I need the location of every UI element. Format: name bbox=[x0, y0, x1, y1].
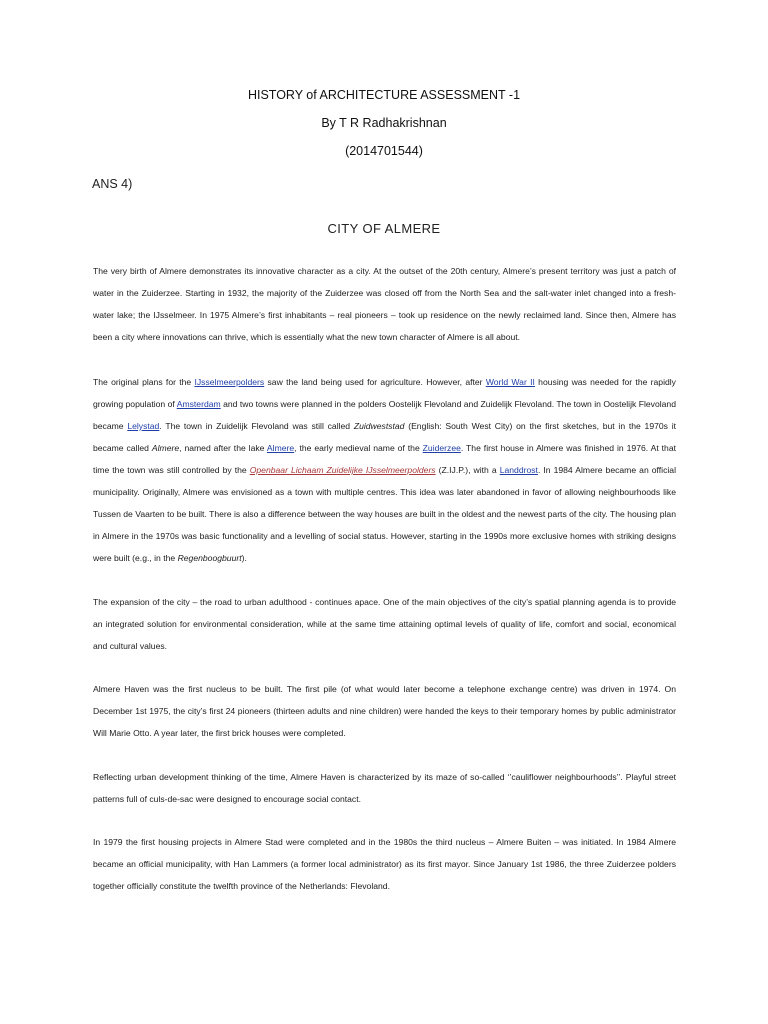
document-title: HISTORY of ARCHITECTURE ASSESSMENT -1 bbox=[247, 88, 521, 102]
paragraph-cauliflower: Reflecting urban development thinking of the time, Almere Haven is characterized by its maze of so-called ‘’cauliflower neighbourhoods’’. Playful street patterns full of culs-de-sac were designed to encourage social contact. bbox=[93, 772, 676, 804]
paragraph-birth-of-almere: The very birth of Almere demonstrates its innovative character as a city. At the outset of the 20th century, Almere’s present territory was just a patch of water in the Zuiderzee. Starting in 1932, the majority of the Zuiderzee was closed off from the North Sea and the salt-water inlet changed into a fresh- water lake; the IJsselmeer. In 1975 Almere’s first inhabitants – real pioneers – took up residence on the newly reclaimed land. Since then, Almere has been a city where innovations can thrive, which is essentially what the new town character of Almere is all about. bbox=[93, 266, 676, 342]
student-id: (2014701544) bbox=[345, 144, 423, 158]
text-run: (English: South West City) on the first sketches, but in the 1970s it became called bbox=[93, 421, 676, 453]
italic-almere: Almere bbox=[151, 443, 180, 453]
text-run: The original plans for the bbox=[93, 377, 195, 387]
text-run: and two towns were planned in the polders Oostelijk Flevoland and Zuidelijk Flevoland. The town in Oostelijk Flevoland became bbox=[93, 399, 676, 431]
link-world-war-ii[interactable]: World War II bbox=[485, 377, 535, 387]
paragraph-original-plans bbox=[93, 371, 676, 569]
paragraph-almere-stad: In 1979 the first housing projects in Almere Stad were completed and in the 1980s the third nucleus – Almere Buiten – was initiated. In 1984 Almere became an official municipality, with Han Lammers (a former local administrator) as its first mayor. Since January 1st 1986, the three Zuiderzee polders together officially constitute the twelfth province of the Netherlands: Flevoland. bbox=[93, 837, 676, 891]
italic-regenboogbuurt: Regenboogbuurt bbox=[177, 553, 242, 563]
author-line: By T R Radhakrishnan bbox=[321, 116, 447, 130]
text-run: ). bbox=[241, 553, 247, 563]
text-run: (Z.IJ.P.), with a bbox=[435, 465, 500, 475]
text-run: . The town in Zuidelijk Flevoland was still called bbox=[159, 421, 354, 431]
paragraph-almere-haven: Almere Haven was the first nucleus to be built. The first pile (of what would later become a telephone exchange centre) was driven in 1974. On December 1st 1975, the city’s first 24 pioneers (thirteen adults and nine children) were handed the keys to their temporary homes by public administrator Will Marie Otto. A year later, the first brick houses were completed. bbox=[93, 684, 676, 738]
link-almere-lake[interactable]: Almere bbox=[266, 443, 295, 453]
link-lelystad[interactable]: Lelystad bbox=[127, 421, 160, 431]
link-landdrost[interactable]: Landdrost bbox=[499, 465, 538, 475]
link-zuiderzee[interactable]: Zuiderzee bbox=[422, 443, 461, 453]
text-run: saw the land being used for agriculture. However, after bbox=[264, 377, 486, 387]
link-ijsselmeerpolders[interactable]: IJsselmeerpolders bbox=[194, 377, 265, 387]
text-run: , named after the lake bbox=[179, 443, 267, 453]
text-run: , the early medieval name of the bbox=[294, 443, 423, 453]
text-run: . In 1984 Almere became an official municipality. Originally, Almere was envisioned as a town with multiple centres. This idea was later abandoned in favor of allowing neighbourhoods like Tussen de Vaarten to be built. There is also a difference between the way houses are built in the oldest and the newest parts of the city. The housing plan in Almere in the 1970s was basic functionality and a levelling of social status. However, starting in the 1990s more exclusive homes with striking designs were built (e.g., in the bbox=[93, 465, 676, 563]
paragraph-expansion: The expansion of the city – the road to urban adulthood - continues apace. One of the main objectives of the city’s spatial planning agenda is to provide an integrated solution for environmental consideration, while at the same time attaining optimal levels of quality of life, comfort and social, economical and cultural values. bbox=[93, 597, 676, 651]
section-title: CITY OF ALMERE bbox=[327, 221, 441, 236]
answer-label: ANS 4) bbox=[92, 177, 133, 191]
text-run: . The first house in Almere was finished in 1976. At that time the town was still controlled by the bbox=[93, 443, 676, 475]
italic-zuidweststad: Zuidweststad bbox=[353, 421, 405, 431]
link-amsterdam[interactable]: Amsterdam bbox=[176, 399, 221, 409]
link-openbaar-lichaam[interactable]: Openbaar Lichaam Zuidelijke IJsselmeerpolders bbox=[249, 465, 436, 475]
text-run: housing was needed for the rapidly growing population of bbox=[93, 377, 676, 409]
